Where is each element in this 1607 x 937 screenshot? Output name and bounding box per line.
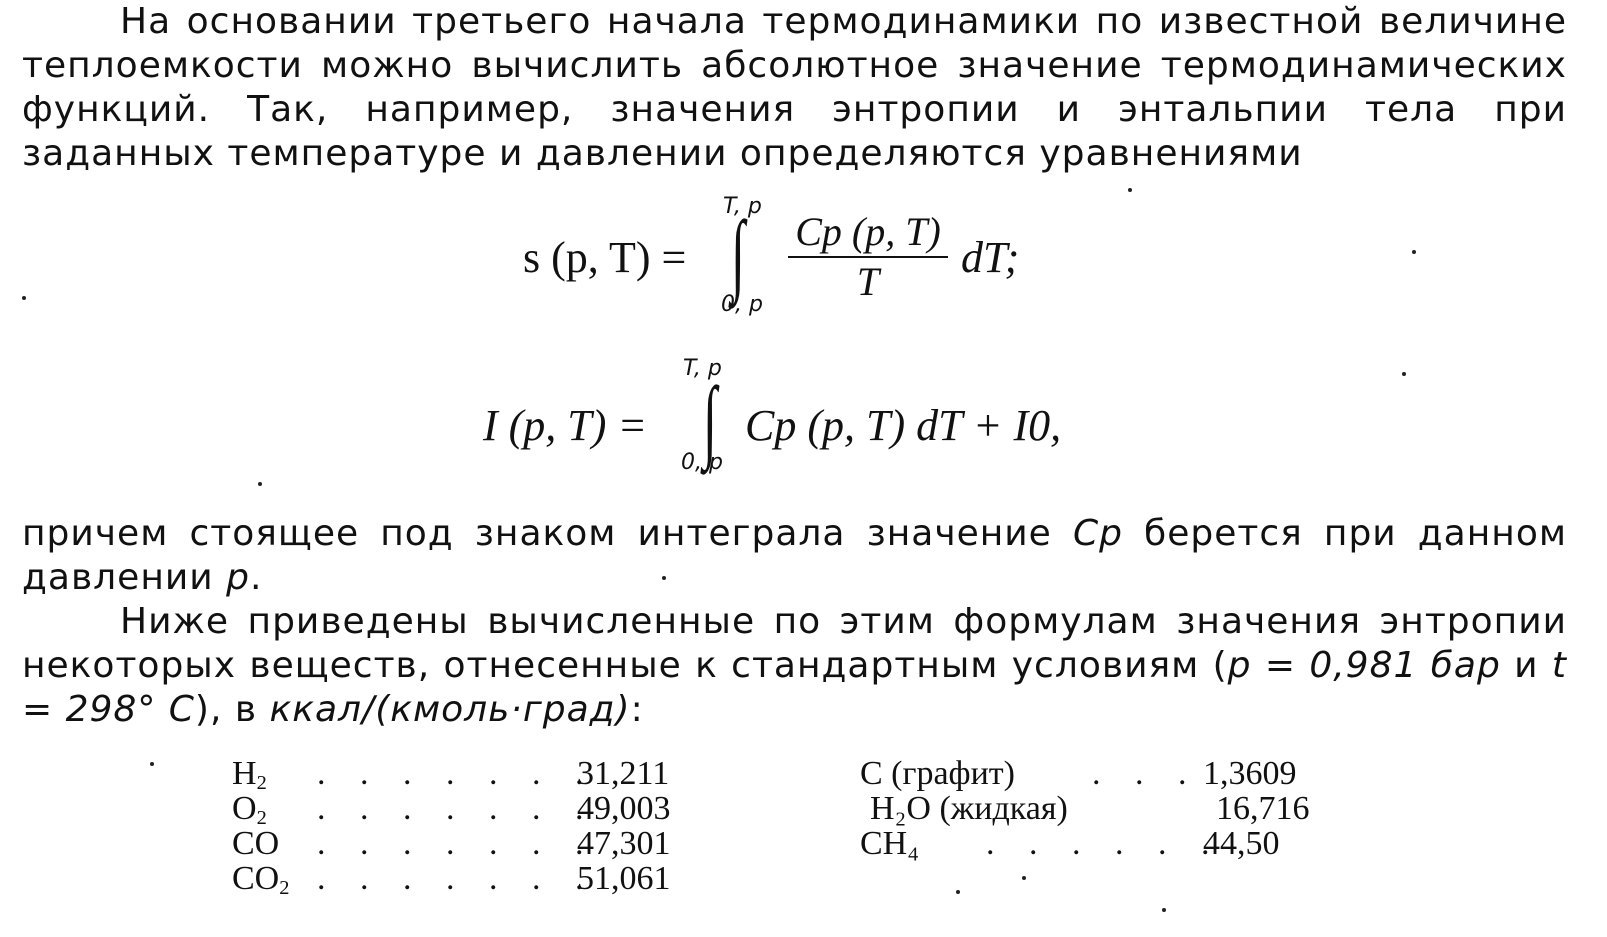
values-text-1: Ниже приведены вычисленные по этим формулам значения энтропии некоторых веществ, отнесенные к стандартным условиям (	[22, 601, 1567, 686]
entropy-fraction	[788, 210, 948, 304]
scan-speck	[1128, 188, 1132, 192]
pressure-unit: бар	[1417, 645, 1501, 686]
entropy-tail: dT;	[961, 233, 1020, 282]
entropy-value: 44,50	[1203, 825, 1280, 862]
pressure-condition: p = 0,981	[1227, 645, 1418, 686]
scan-speck	[150, 762, 154, 766]
leader-dots: . . . . . .	[986, 825, 1223, 862]
entropy-lhs: s (p, T) =	[523, 233, 687, 282]
leader-dots: . . . . . . .	[317, 755, 597, 792]
entropy-upper-limit: T, p	[723, 194, 762, 219]
note-end: .	[249, 557, 263, 598]
leader-dots: . . . . . . .	[317, 825, 597, 862]
enthalpy-lower-limit: 0, p	[681, 450, 723, 475]
integral-sign: ∫	[731, 202, 745, 304]
note-text-2: берется при данном давлении	[22, 513, 1568, 598]
entropy-units: ккал/(кмоль·град)	[269, 689, 631, 730]
substance-name: C (графит)	[860, 755, 1015, 792]
entropy-value: 1,3609	[1203, 755, 1297, 792]
scan-speck	[1162, 908, 1166, 912]
leader-dots: . . . . . . .	[317, 790, 597, 827]
paragraph-values-intro	[22, 600, 1567, 732]
scan-speck	[1022, 876, 1026, 880]
substance-name: $H_2$	[232, 755, 267, 795]
fraction-denominator: T	[856, 259, 880, 304]
p-symbol: p	[226, 557, 250, 598]
scan-speck	[956, 890, 960, 894]
scan-speck	[1412, 250, 1416, 254]
fraction-bar	[788, 256, 948, 258]
entropy-value: 16,716	[1216, 790, 1310, 827]
entropy-lower-limit: 0, p	[721, 292, 763, 317]
substance-name: $O_2$	[232, 790, 267, 830]
entropy-value: 47,301	[577, 825, 671, 862]
substance-name: CO	[232, 825, 280, 862]
fraction-numerator: Cp (p, T)	[795, 209, 941, 254]
leader-dots: . . . . . . .	[317, 860, 597, 897]
scan-speck	[258, 482, 262, 486]
values-text-2: ), в	[194, 689, 270, 730]
substance-name: CH₄	[860, 825, 920, 862]
and-word: и	[1500, 645, 1552, 686]
cp-symbol: Cp	[1072, 513, 1123, 554]
scan-speck	[22, 296, 26, 300]
enthalpy-upper-limit: T, p	[683, 356, 722, 381]
temperature-condition: t = 298° C	[22, 645, 1567, 730]
scan-speck	[1402, 372, 1406, 376]
paragraph-note	[22, 512, 1567, 600]
scan-speck	[662, 576, 666, 580]
entropy-value: 51,061	[577, 860, 671, 897]
values-end: :	[630, 689, 644, 730]
note-text-1: причем стоящее под знаком интеграла значение	[22, 513, 1073, 554]
enthalpy-lhs: I (p, T) =	[483, 401, 648, 450]
enthalpy-integrand: Cp (p, T) dT + I0,	[745, 401, 1062, 450]
leader-dots: . . .	[1092, 755, 1200, 792]
entropy-value: 49,003	[577, 790, 671, 827]
substance-name: $CO_2$	[232, 860, 290, 900]
paragraph-intro: На основании третьего начала термодинамики по известной величине теплоемкости можно вычислить абсолютное значение термодинамических функций. Так, например, значения энтропии и энтальпии тела при заданных температуре и давлении определяются уравнениями	[22, 1, 1567, 174]
integral-sign: ∫	[703, 368, 717, 470]
entropy-value: 31,211	[577, 755, 670, 792]
substance-name: H₂O (жидкая)	[870, 790, 1068, 827]
